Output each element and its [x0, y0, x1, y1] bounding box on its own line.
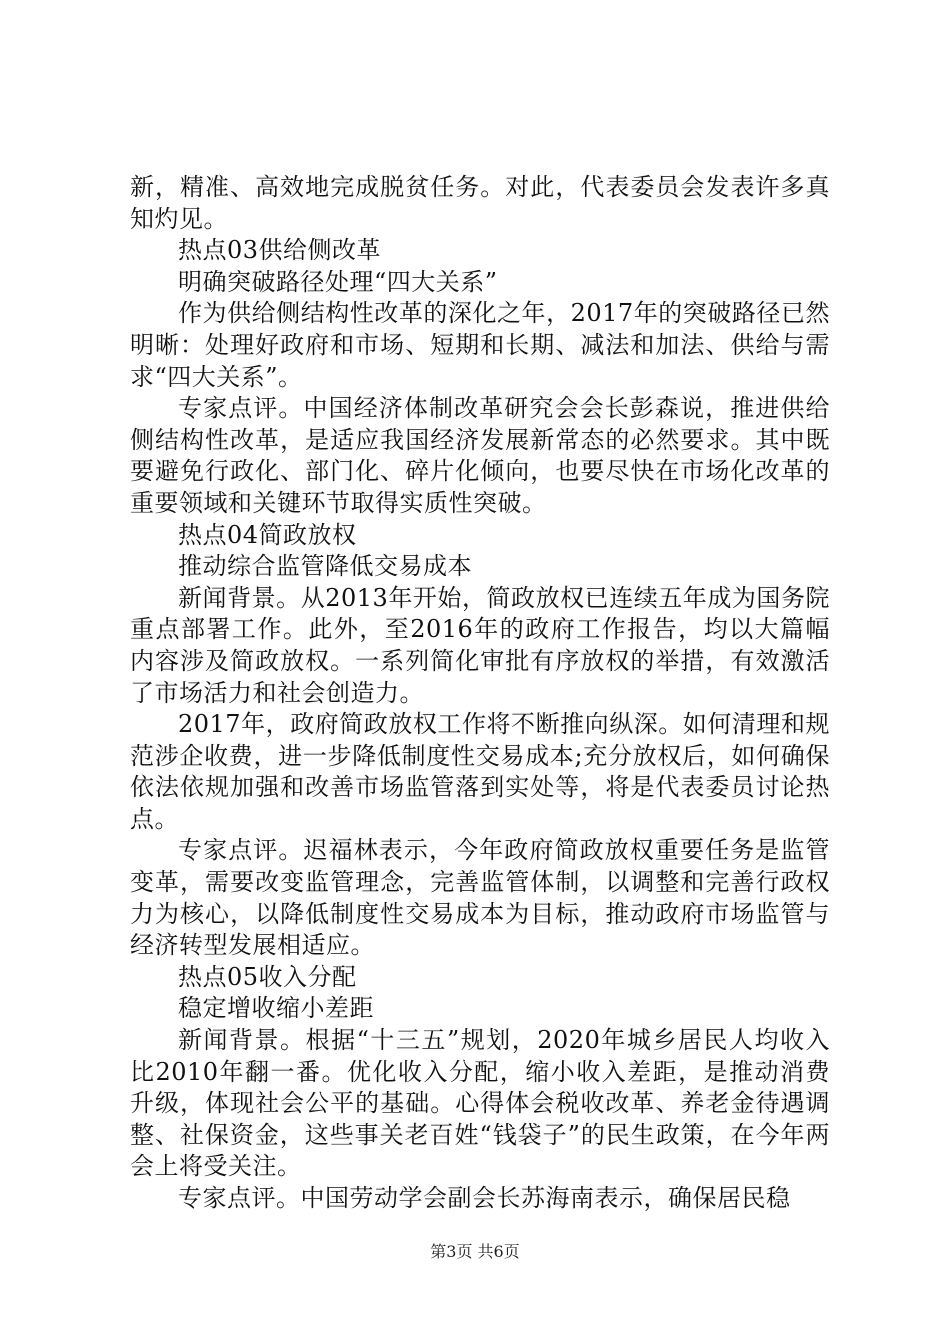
section-heading: 热点03供给侧改革: [178, 236, 382, 265]
paragraph: 新闻背景。从2013年开始，简政放权已连续五年成为国务院重点部署工作。此外，至2016年的政府工作报告，均以大篇幅内容涉及简政放权。一系列简化审批有序放权的举措，有效激活了市场活力和社会创造力。: [130, 583, 830, 707]
page-number: 第3页 共6页: [430, 1242, 520, 1261]
paragraph: 专家点评。迟福林表示，今年政府简政放权重要任务是监管变革，需要改变监管理念，完善监管体制，以调整和完善行政权力为核心，以降低制度性交易成本为目标，推动政府市场监管与经济转型发展相适应。: [130, 836, 830, 960]
paragraph: 新，精准、高效地完成脱贫任务。对此，代表委员会发表许多真知灼见。: [130, 173, 830, 233]
paragraph: 作为供给侧结构性改革的深化之年，2017年的突破路径已然明晰：处理好政府和市场、短期和长期、减法和加法、供给与需求“四大关系”。: [130, 299, 830, 391]
paragraph: 新闻背景。根据“十三五”规划，2020年城乡居民人均收入比2010年翻一番。优化收入分配，缩小收入差距，是推动消费升级，体现社会公平的基础。心得体会税收改革、养老金待遇调整、社保资金，这些事关老百姓“钱袋子”的民生政策，在今年两会上将受关注。: [130, 1026, 830, 1181]
paragraph: 2017年，政府简政放权工作将不断推向纵深。如何清理和规范涉企收费，进一步降低制度性交易成本;充分放权后，如何确保依法依规加强和改善市场监管落到实处等，将是代表委员讨论热点。: [130, 710, 830, 833]
section-subheading: 明确突破路径处理“四大关系”: [178, 267, 498, 296]
section-heading: 热点05收入分配: [178, 962, 357, 991]
section-heading: 热点04简政放权: [178, 520, 357, 549]
section-subheading: 推动综合监管降低交易成本: [178, 552, 472, 581]
section-subheading: 稳定增收缩小差距: [178, 994, 374, 1023]
paragraph: 专家点评。中国经济体制改革研究会会长彭森说，推进供给侧结构性改革，是适应我国经济发展新常态的必然要求。其中既要避免行政化、部门化、碎片化倾向，也要尽快在市场化改革的重要领域和关键环节取得实质性突破。: [130, 394, 830, 517]
page-footer: [0, 1242, 950, 1262]
paragraph: 专家点评。中国劳动学会副会长苏海南表示，确保居民稳: [178, 1184, 791, 1212]
document-body: [130, 172, 830, 1215]
